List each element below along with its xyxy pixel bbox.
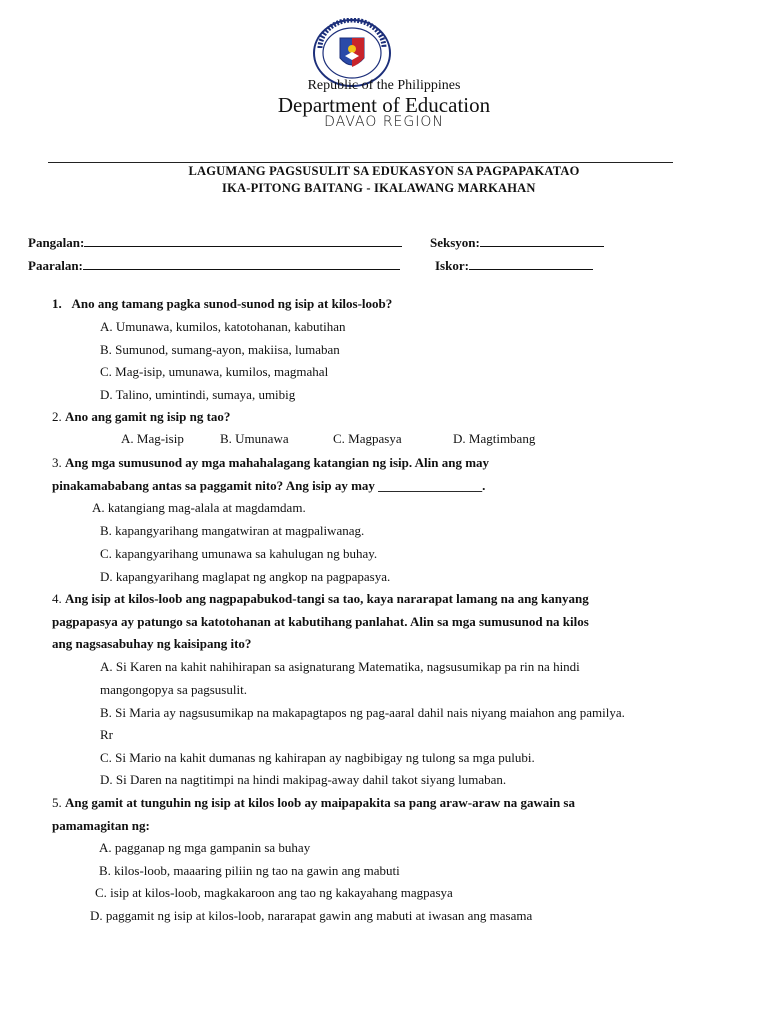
question-1 [52,296,392,312]
q5-choice-d[interactable]: D. paggamit ng isip at kilos-loob, nararapat gawin ang mabuti at iwasan ang masama [90,908,533,923]
score-field[interactable] [435,258,593,274]
question-3-text-line-1: Ang mga sumusunod ay mga mahahalagang katangian ng isip. Alin ang may [65,455,490,470]
q3-choice-d[interactable]: D. kapangyarihang maglapat ng angkop na pagpapasya. [100,569,391,584]
q3-choice-c[interactable]: C. kapangyarihang umunawa sa kahulugan ng buhay. [100,546,378,561]
exam-title: LAGUMANG PAGSUSULIT SA EDUKASYON SA PAGPAPAKATAO [188,164,580,178]
q4-choice-c[interactable]: C. Si Mario na kahit dumanas ng kahirapan ay nagbibigay ng tulong sa mga pulubi. [100,750,535,765]
question-2-text: Ano ang gamit ng isip ng tao? [65,409,231,424]
q4-choice-a[interactable]: A. Si Karen na kahit nahihirapan sa asignaturang Matematika, nagsusumikap pa rin na hindi [100,659,580,674]
score-label: Iskor: [435,258,469,273]
q1-choice-a[interactable]: A. Umunawa, kumilos, katotohanan, kabutihan [100,319,346,334]
question-1-text: Ano ang tamang pagka sunod-sunod ng isip at kilos-loob? [71,296,393,311]
q4-choice-d[interactable]: D. Si Daren na nagtitimpi na hindi makipag-away dahil takot siyang lumaban. [100,772,507,787]
q1-choice-b[interactable]: B. Sumunod, sumang-ayon, makiisa, lumaban [100,342,340,357]
question-3-text-line-2: pinakamababang antas sa paggamit nito? Ang isip ay may ________________. [52,478,486,493]
q5-choice-b[interactable]: B. kilos-loob, maaaring piliin ng tao na gawin ang mabuti [99,863,400,878]
republic-heading: Republic of the Philippines [307,78,461,93]
school-field[interactable] [28,258,400,274]
q4-choice-b[interactable]: B. Si Maria ay nagsusumikap na makapagtapos ng pag-aaral dahil nais niyang maiahon ang pamilya. [100,705,625,720]
question-4-text-line-1: Ang isip at kilos-loob ang nagpapabukod-tangi sa tao, kaya nararapat lamang na ang kanyang [65,591,589,606]
name-blank[interactable] [84,235,402,247]
question-2 [52,409,230,425]
school-blank[interactable] [83,258,400,270]
exam-subtitle: IKA-PITONG BAITANG - IKALAWANG MARKAHAN [222,181,536,195]
question-3 [52,455,489,471]
question-4-text-line-2: pagpapasya ay patungo sa katotohanan at kabutihang panlahat. Alin sa mga sumusunod na kilos [52,614,589,629]
q5-choice-c[interactable]: C. isip at kilos-loob, magkakaroon ang tao ng kakayahang magpasya [95,885,453,900]
question-5-text-line-2: pamamagitan ng: [52,818,150,833]
score-blank[interactable] [469,258,593,270]
question-5-number: 5. [52,795,62,810]
section-field[interactable] [430,235,604,251]
name-label: Pangalan: [28,235,85,250]
department-heading: Department of Education [277,93,491,117]
region-heading: DAVAO REGION [324,114,444,130]
q2-choice-d[interactable]: D. Magtimbang [453,431,536,446]
question-4-number: 4. [52,591,62,606]
q1-choice-d[interactable]: D. Talino, umintindi, sumaya, umibig [100,387,296,402]
q4-stray-text: Rr [100,727,113,742]
question-5 [52,795,575,811]
section-blank[interactable] [480,235,604,247]
name-field[interactable] [28,235,402,251]
q2-choice-b[interactable]: B. Umunawa [220,431,289,446]
q4-choice-a-cont[interactable]: mangongopya sa pagsusulit. [100,682,247,697]
q2-choice-c[interactable]: C. Magpasya [333,431,402,446]
question-1-number: 1. [52,296,62,311]
question-5-text-line-1: Ang gamit at tunguhin ng isip at kilos loob ay maipapakita sa pang araw-araw na gawain sa [65,795,575,810]
school-label: Paaralan: [28,258,83,273]
title-divider [48,162,673,163]
q1-choice-c[interactable]: C. Mag-isip, umunawa, kumilos, magmahal [100,364,329,379]
q3-choice-a[interactable]: A. katangiang mag-alala at magdamdam. [92,500,306,515]
q3-choice-b[interactable]: B. kapangyarihang mangatwiran at magpaliwanag. [100,523,365,538]
question-4 [52,591,589,607]
q5-choice-a[interactable]: A. pagganap ng mga gampanin sa buhay [99,840,311,855]
question-3-number: 3. [52,455,62,470]
section-label: Seksyon: [430,235,480,250]
question-2-number: 2. [52,409,62,424]
question-4-text-line-3: ang nagsasabuhay ng kaisipang ito? [52,636,252,651]
q2-choice-a[interactable]: A. Mag-isip [121,431,184,446]
